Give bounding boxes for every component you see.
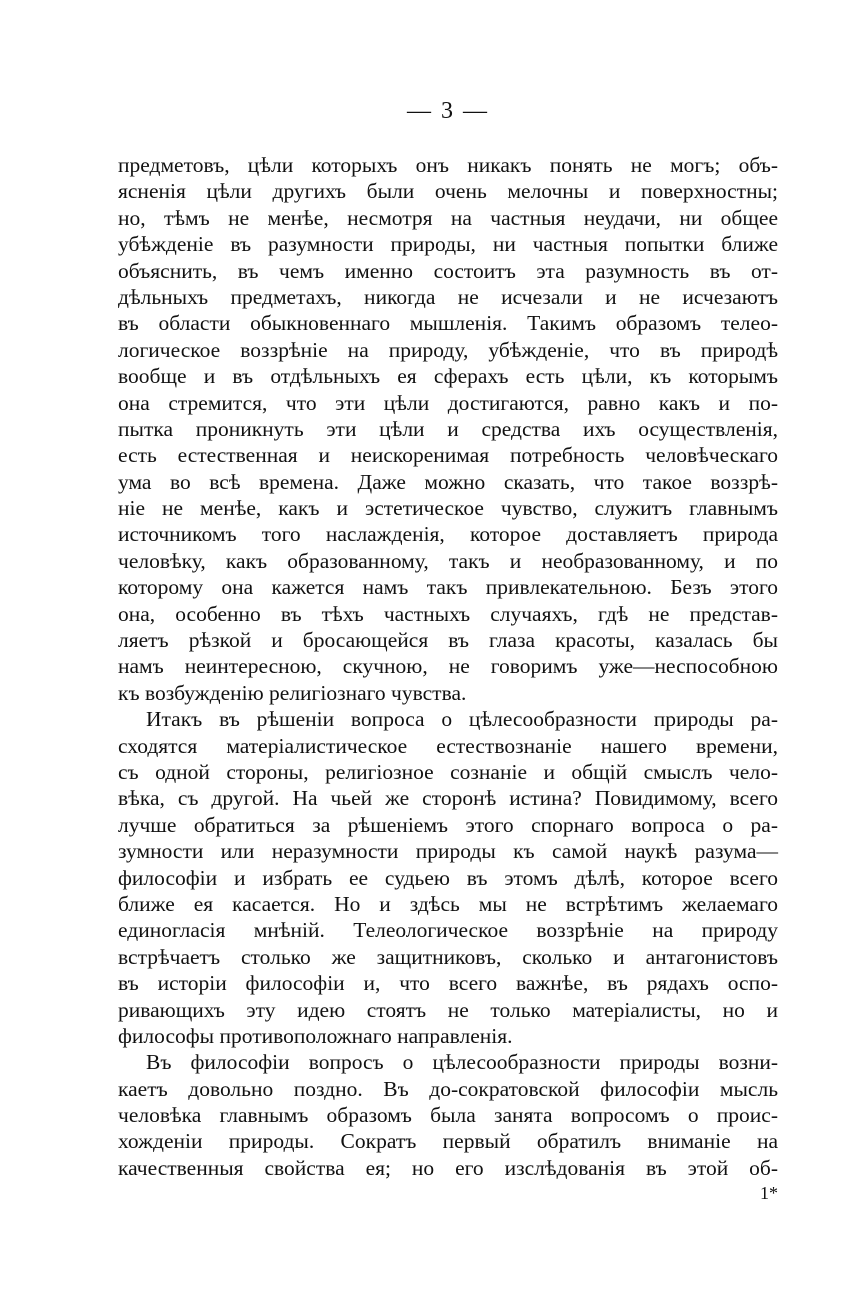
text-line: сходятся матеріалистическое естествознаніе нашего времени, <box>118 733 778 758</box>
text-line: объяснить, въ чемъ именно состоитъ эта разумность въ от- <box>118 258 778 283</box>
text-line: каетъ довольно поздно. Въ до-сократовской философіи мысль <box>118 1076 778 1101</box>
text-line: въ исторіи философіи и, что всего важнѣе, въ рядахъ оспо- <box>118 971 778 996</box>
text-line: съ одной стороны, религіозное сознаніе и общій смыслъ чело- <box>118 759 778 784</box>
text-line: но, тѣмъ не менѣе, несмотря на частныя неудачи, ни общее <box>118 205 778 230</box>
text-line: философы противоположнаго направленія. <box>118 1023 513 1048</box>
text-line: источникомъ того наслажденія, которое доставляетъ природа <box>118 522 778 547</box>
text-line: человѣка главнымъ образомъ была занята вопросомъ о проис- <box>118 1103 778 1128</box>
text-line: вообще и въ отдѣльныхъ ея сферахъ есть цѣли, къ которымъ <box>118 364 778 389</box>
text-line: къ возбужденію религіознаго чувства. <box>118 680 467 705</box>
text-line: логическое воззрѣніе на природу, убѣжденіе, что въ природѣ <box>118 337 778 362</box>
text-line: человѣку, какъ образованному, такъ и необразованному, и по <box>118 548 778 573</box>
text-line: ума во всѣ времена. Даже можно сказать, что такое воззрѣ- <box>118 469 778 494</box>
text-line: предметовъ, цѣли которыхъ онъ никакъ понять не могъ; объ- <box>118 153 778 177</box>
text-line: есть естественная и неискоренимая потребность человѣческаго <box>118 443 778 468</box>
text-line: качественныя свойства ея; но его изслѣдованія въ этой об- <box>118 1155 778 1180</box>
text-line: зумности или неразумности природы къ самой наукѣ разума— <box>118 839 778 864</box>
text-line: дѣльныхъ предметахъ, никогда не исчезали и не исчезаютъ <box>118 284 778 309</box>
text-line: вѣка, съ другой. На чьей же сторонѣ истина? Повидимому, всего <box>118 786 778 811</box>
text-line: ривающихъ эту идею стоятъ не только матеріалисты, но и <box>118 997 778 1022</box>
paragraph-2 <box>118 706 778 1049</box>
text-line: встрѣчаетъ столько же защитниковъ, сколько и антагонистовъ <box>118 944 778 969</box>
text-line: Въ философіи вопросъ о цѣлесообразности природы возни- <box>146 1050 778 1075</box>
paragraph-1 <box>118 152 778 706</box>
text-line: въ области обыкновеннаго мышленія. Такимъ образомъ телео- <box>118 311 778 336</box>
page-number: — 3 — <box>407 98 489 124</box>
text-line: пытка проникнуть эти цѣли и средства ихъ осуществленія, <box>118 416 778 441</box>
text-line: ніе не менѣе, какъ и эстетическое чувство, служитъ главнымъ <box>118 496 778 521</box>
paragraph-3 <box>118 1049 778 1181</box>
text-line: ляетъ рѣзкой и бросающейся въ глаза красоты, казалась бы <box>118 628 778 653</box>
text-line: она стремится, что эти цѣли достигаются, равно какъ и по- <box>118 390 778 415</box>
text-line: убѣжденіе въ разумности природы, ни частныя попытки ближе <box>118 232 778 257</box>
text-line: ясненія цѣли другихъ были очень мелочны и поверхностны; <box>118 179 778 204</box>
text-line: которому она кажется намъ такъ привлекательною. Безъ этого <box>118 575 778 600</box>
text-line: Итакъ въ рѣшеніи вопроса о цѣлесообразности природы ра- <box>146 707 778 732</box>
text-line: хожденіи природы. Сократъ первый обратилъ вниманіе на <box>118 1129 778 1154</box>
text-line: единогласія мнѣній. Телеологическое воззрѣніе на природу <box>118 918 778 943</box>
text-line: она, особенно въ тѣхъ частныхъ случаяхъ, гдѣ не представ- <box>118 601 778 626</box>
text-line: лучше обратиться за рѣшеніемъ этого спорнаго вопроса о ра- <box>118 812 778 837</box>
text-line: намъ неинтересною, скучною, не говоримъ уже—неспособною <box>118 654 778 679</box>
signature-mark: 1* <box>760 1183 778 1204</box>
text-line: философіи и избрать ее судьею въ этомъ дѣлѣ, которое всего <box>118 865 778 890</box>
book-page <box>118 96 778 1207</box>
text-line: ближе ея касается. Но и здѣсь мы не встрѣтимъ желаемаго <box>118 891 778 916</box>
